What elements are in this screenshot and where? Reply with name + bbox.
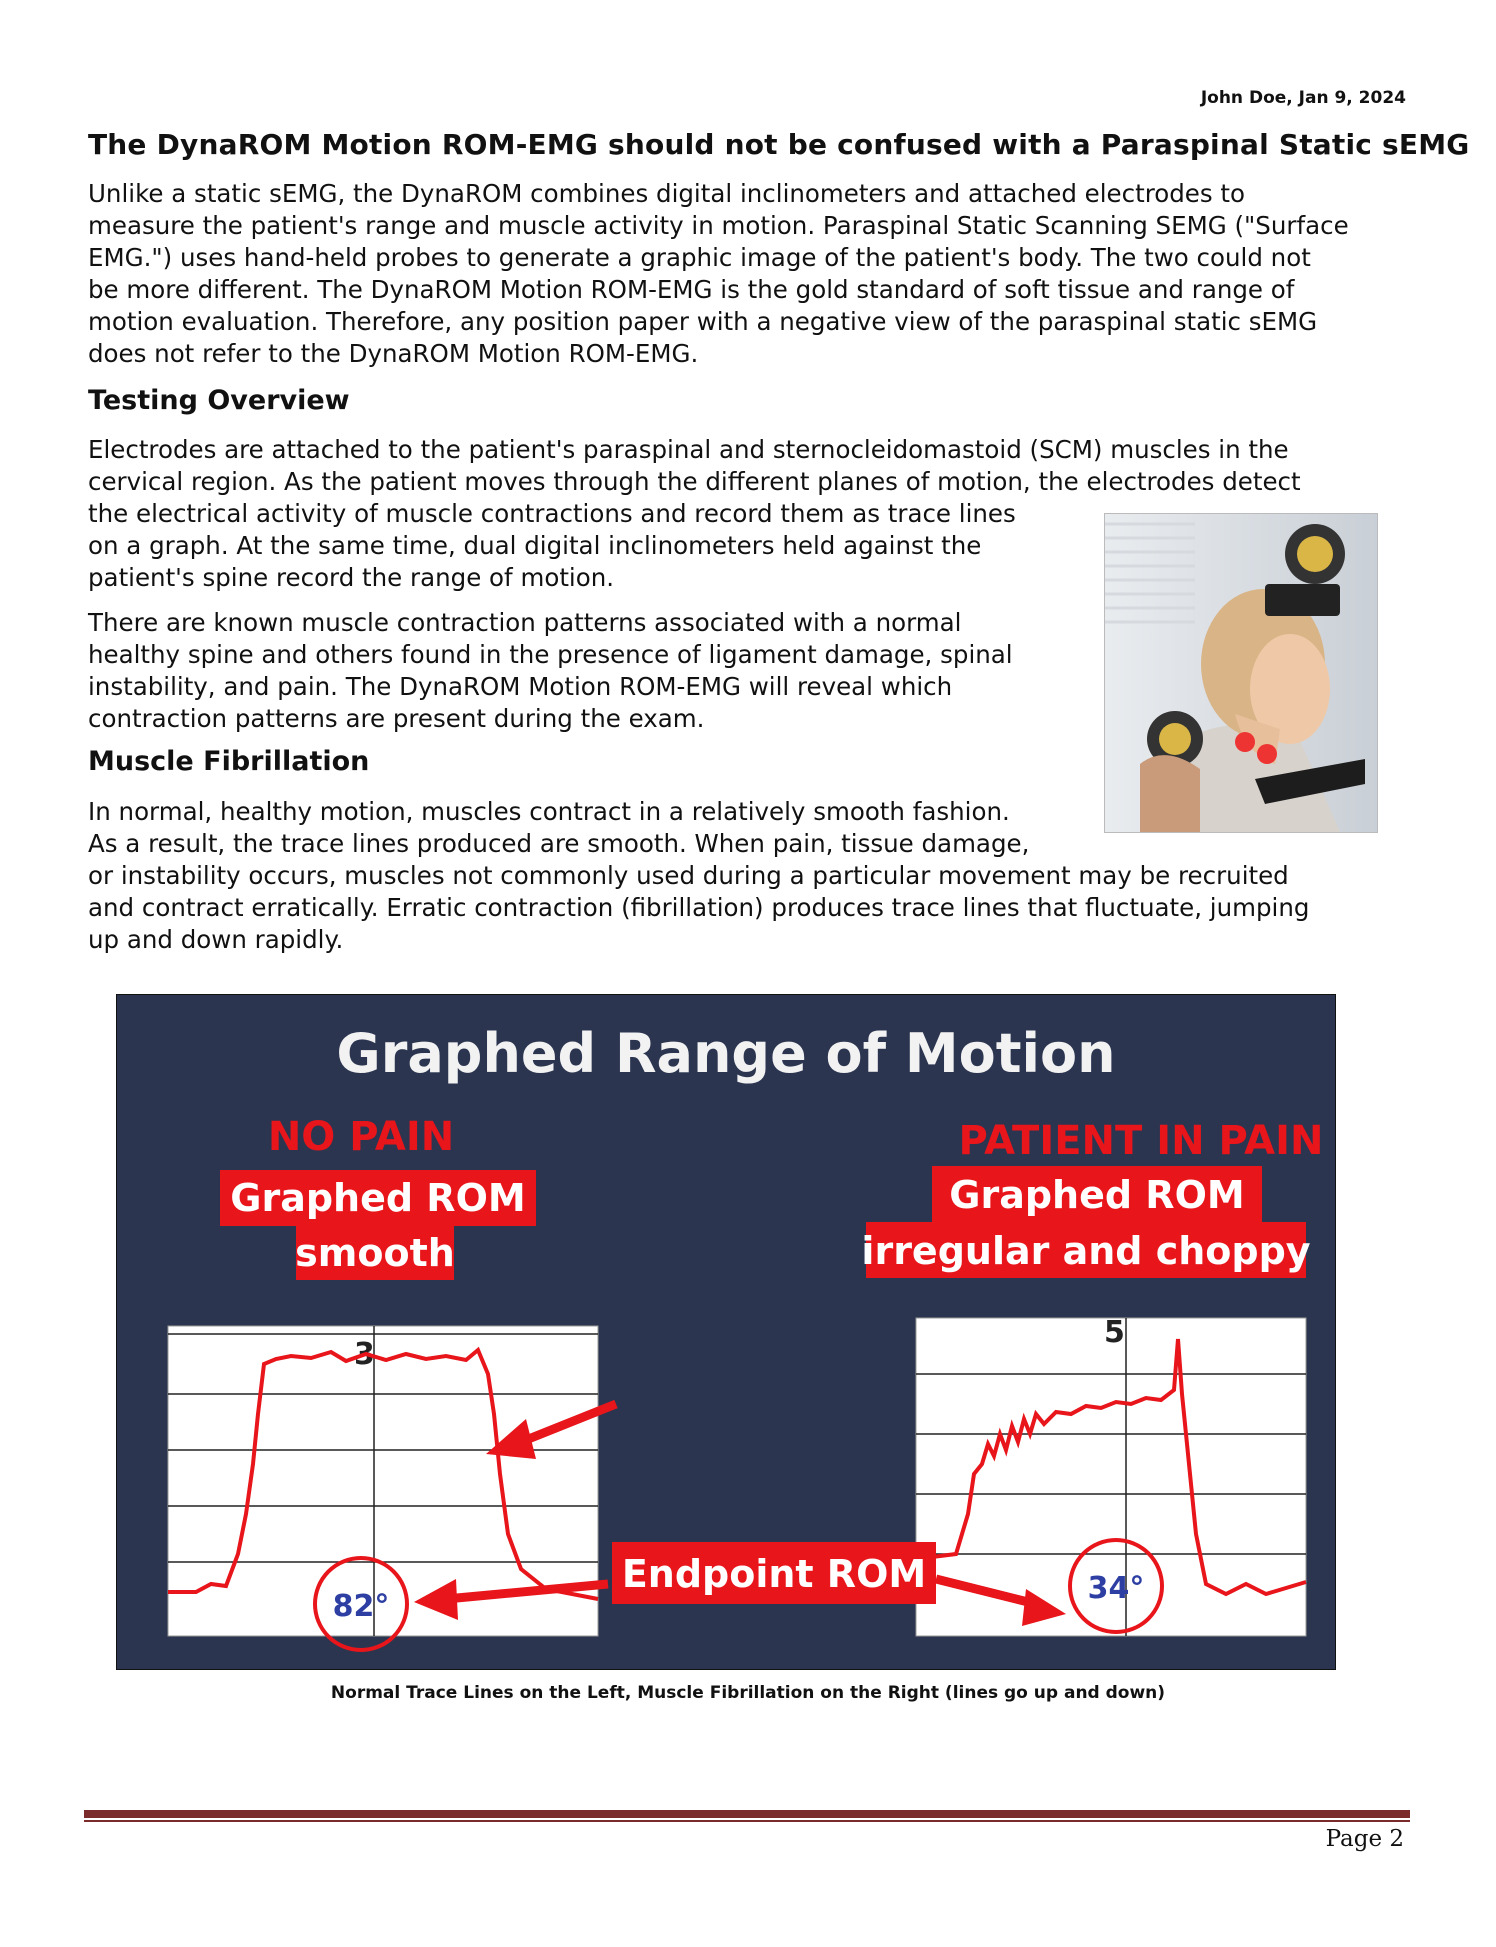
text-line: up and down rapidly. bbox=[88, 925, 344, 954]
page-number: Page 2 bbox=[1325, 1826, 1404, 1852]
text-line: the electrical activity of muscle contractions and record them as trace lines bbox=[88, 499, 1016, 528]
left-label-2: smooth bbox=[295, 1231, 455, 1275]
left-tick-label: 3 bbox=[354, 1337, 375, 1372]
text-line: cervical region. As the patient moves through the different planes of motion, the electrodes detect bbox=[88, 467, 1301, 496]
text-line: EMG.") uses hand-held probes to generate a graphic image of the patient's body. The two could not bbox=[88, 243, 1311, 272]
rom-figure bbox=[116, 994, 1336, 1670]
text-line: In normal, healthy motion, muscles contract in a relatively smooth fashion. bbox=[88, 797, 1010, 826]
footer-rule bbox=[84, 1810, 1410, 1818]
text-line: Unlike a static sEMG, the DynaROM combines digital inclinometers and attached electrodes to bbox=[88, 179, 1245, 208]
endpoint-label: Endpoint ROM bbox=[621, 1552, 927, 1596]
testing-paragraph-2 bbox=[88, 607, 1013, 735]
left-graph bbox=[168, 1326, 598, 1650]
text-line: be more different. The DynaROM Motion ROM-EMG is the gold standard of soft tissue and range of bbox=[88, 275, 1295, 304]
right-endpoint-value: 34° bbox=[1087, 1571, 1145, 1606]
patient-photo bbox=[1104, 513, 1378, 833]
text-line: As a result, the trace lines produced are smooth. When pain, tissue damage, bbox=[88, 829, 1030, 858]
author-date: John Doe, Jan 9, 2024 bbox=[1200, 88, 1406, 108]
right-label-2: irregular and choppy bbox=[861, 1229, 1311, 1273]
text-line: does not refer to the DynaROM Motion ROM-EMG. bbox=[88, 339, 699, 368]
left-endpoint-value: 82° bbox=[332, 1589, 390, 1624]
right-tick-label: 5 bbox=[1104, 1315, 1125, 1350]
figure-caption: Normal Trace Lines on the Left, Muscle Fibrillation on the Right (lines go up and down) bbox=[330, 1683, 1166, 1703]
fibrillation-paragraph bbox=[88, 796, 1309, 956]
text-line: measure the patient's range and muscle activity in motion. Paraspinal Static Scanning SEMG ("Surface bbox=[88, 211, 1349, 240]
left-label-1: Graphed ROM bbox=[230, 1176, 526, 1220]
text-line: Electrodes are attached to the patient's paraspinal and sternocleidomastoid (SCM) muscles in the bbox=[88, 435, 1289, 464]
text-line: motion evaluation. Therefore, any position paper with a negative view of the paraspinal static sEMG bbox=[88, 307, 1318, 336]
intro-paragraph bbox=[88, 178, 1349, 370]
text-line: or instability occurs, muscles not commonly used during a particular movement may be recruited bbox=[88, 861, 1289, 890]
text-line: and contract erratically. Erratic contraction (fibrillation) produces trace lines that fluctuate, jumping bbox=[88, 893, 1310, 922]
text-line: instability, and pain. The DynaROM Motion ROM-EMG will reveal which bbox=[88, 672, 953, 701]
text-line: There are known muscle contraction patterns associated with a normal bbox=[88, 608, 962, 637]
fibrillation-heading: Muscle Fibrillation bbox=[88, 746, 370, 777]
intro-heading: The DynaROM Motion ROM-EMG should not be confused with a Paraspinal Static sEMG bbox=[88, 128, 1470, 161]
text-line: healthy spine and others found in the presence of ligament damage, spinal bbox=[88, 640, 1013, 669]
footer-rule-thin bbox=[84, 1820, 1410, 1822]
testing-heading: Testing Overview bbox=[88, 385, 350, 416]
right-label-1: Graphed ROM bbox=[949, 1173, 1245, 1217]
left-heading: NO PAIN bbox=[267, 1114, 455, 1160]
right-heading: PATIENT IN PAIN bbox=[958, 1118, 1324, 1164]
text-line: contraction patterns are present during the exam. bbox=[88, 704, 705, 733]
figure-title: Graphed Range of Motion bbox=[336, 1022, 1116, 1085]
text-line: on a graph. At the same time, dual digital inclinometers held against the bbox=[88, 531, 982, 560]
text-line: patient's spine record the range of motion. bbox=[88, 563, 615, 592]
